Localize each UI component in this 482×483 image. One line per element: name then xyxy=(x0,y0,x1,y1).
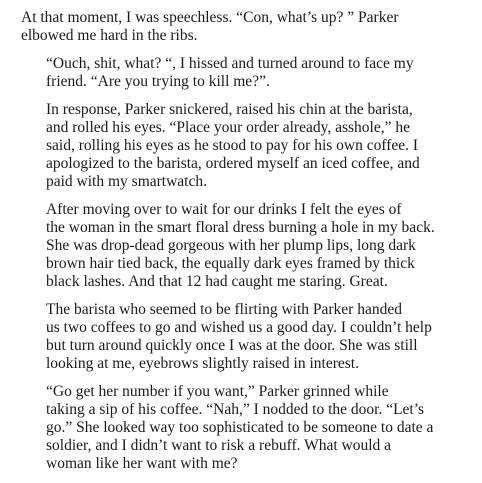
document-page xyxy=(21,9,471,483)
text-line: She was drop-dead gorgeous with her plump lips, long dark xyxy=(46,237,416,254)
text-line: us two coffees to go and wished us a good day. I couldn’t help xyxy=(46,319,432,336)
text-line: After moving over to wait for our drinks I felt the eyes of xyxy=(46,201,402,218)
text-line: black lashes. And that 12 had caught me staring. Great. xyxy=(46,273,388,290)
text-line: the woman in the smart floral dress burning a hole in my back. xyxy=(46,219,435,236)
text-line: go.” She looked way too sophisticated to be someone to date a xyxy=(46,419,434,436)
text-line: soldier, and I didn’t want to risk a rebuff. What would a xyxy=(46,437,392,454)
text-line: At that moment, I was speechless. “Con, what’s up? ” Parker xyxy=(21,9,399,26)
text-line: elbowed me hard in the ribs. xyxy=(21,27,198,44)
paragraph-3 xyxy=(21,101,471,191)
text-line: looking at me, eyebrows slightly raised in interest. xyxy=(46,355,359,372)
paragraph-6 xyxy=(21,383,471,473)
text-line: said, rolling his eyes as he stood to pay for his own coffee. I xyxy=(46,137,419,154)
text-line: friend. “Are you trying to kill me?”. xyxy=(46,73,270,90)
text-line: taking a sip of his coffee. “Nah,” I nodded to the door. “Let’s xyxy=(46,401,425,418)
text-line: “Ouch, shit, what? “, I hissed and turned around to face my xyxy=(46,55,414,72)
text-line: brown hair tied back, the equally dark eyes framed by thick xyxy=(46,255,415,272)
text-line: paid with my smartwatch. xyxy=(46,173,207,190)
paragraph-1 xyxy=(21,9,471,45)
text-line: and rolled his eyes. “Place your order already, asshole,” he xyxy=(46,119,410,136)
text-line: The barista who seemed to be flirting with Parker handed xyxy=(46,301,402,318)
paragraph-4 xyxy=(21,201,471,291)
text-line: woman like her want with me? xyxy=(46,455,238,472)
text-line: “Go get her number if you want,” Parker grinned while xyxy=(46,383,389,400)
text-line: In response, Parker snickered, raised his chin at the barista, xyxy=(46,101,413,118)
paragraph-5 xyxy=(21,301,471,373)
text-line: but turn around quickly once I was at the door. She was still xyxy=(46,337,418,354)
text-line: apologized to the barista, ordered myself an iced coffee, and xyxy=(46,155,420,172)
paragraph-2 xyxy=(21,55,471,91)
